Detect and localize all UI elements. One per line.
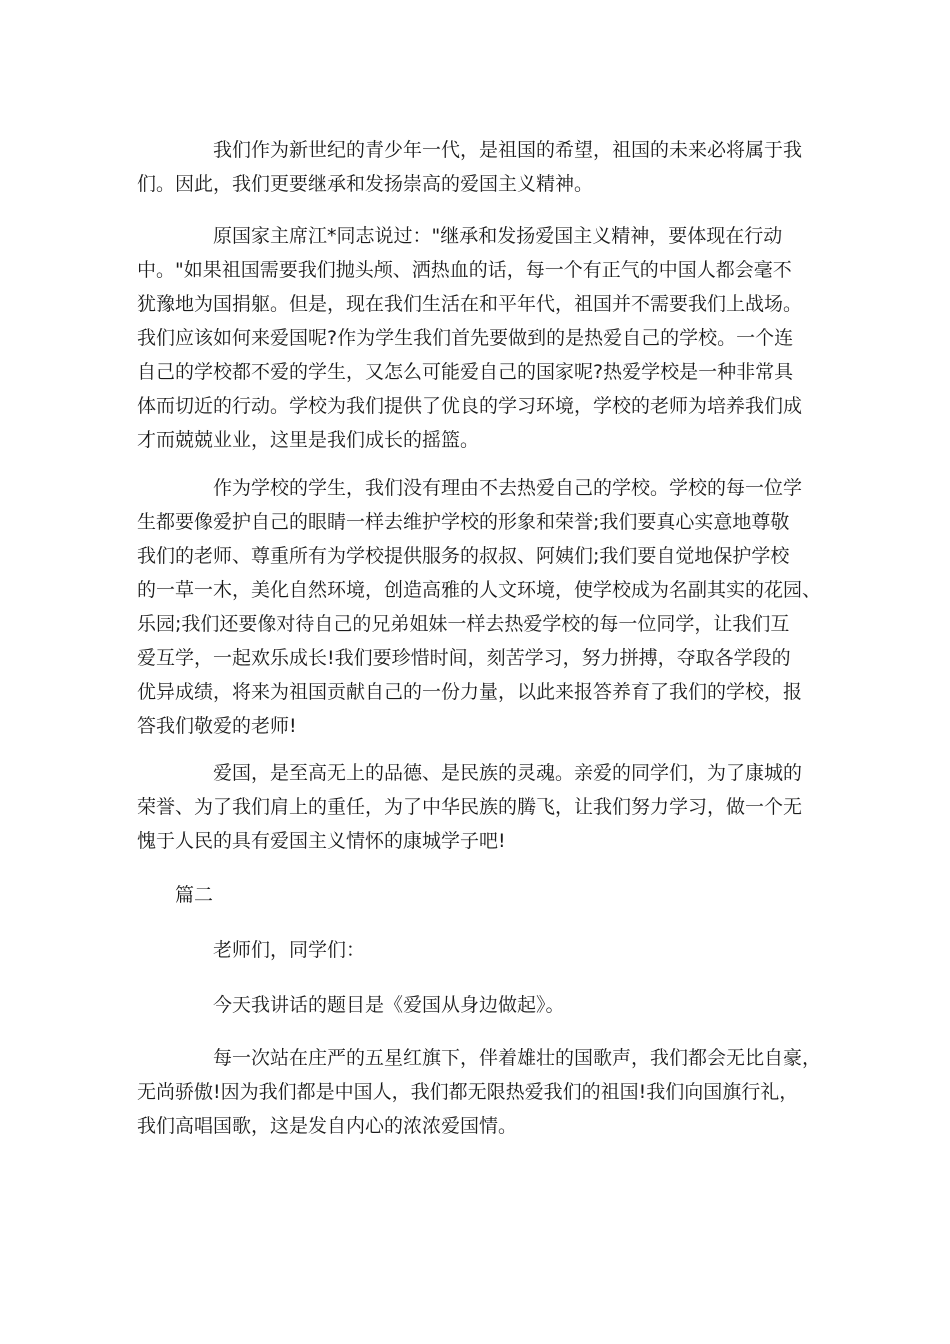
paragraph-line: 作为学校的学生，我们没有理由不去热爱自己的学校。学校的每一位学 bbox=[213, 477, 803, 499]
paragraph-line: 我们应该如何来爱国呢?作为学生我们首先要做到的是热爱自己的学校。一个连 bbox=[137, 327, 794, 349]
paragraph-6 bbox=[137, 988, 817, 1022]
paragraph-4 bbox=[137, 756, 817, 858]
paragraph-2 bbox=[137, 219, 817, 457]
paragraph-line: 今天我讲话的题目是《爱国从身边做起》。 bbox=[213, 994, 565, 1016]
paragraph-line: 体而切近的行动。学校为我们提供了优良的学习环境，学校的老师为培养我们成 bbox=[137, 395, 803, 417]
paragraph-line: 荣誉、为了我们肩上的重任，为了中华民族的腾飞，让我们努力学习，做一个无 bbox=[137, 796, 803, 818]
paragraph-line: 我们作为新世纪的青少年一代，是祖国的希望，祖国的未来必将属于我 bbox=[213, 139, 803, 161]
paragraph-line: 原国家主席江*同志说过："继承和发扬爱国主义精神，要体现在行动 bbox=[213, 225, 783, 247]
paragraph-line: 犹豫地为国捐躯。但是，现在我们生活在和平年代，祖国并不需要我们上战场。 bbox=[137, 293, 803, 315]
paragraph-line: 愧于人民的具有爱国主义情怀的康城学子吧! bbox=[137, 830, 506, 852]
section-heading: 篇二 bbox=[175, 884, 214, 906]
paragraph-line: 才而兢兢业业，这里是我们成长的摇篮。 bbox=[137, 429, 480, 451]
paragraph-line: 老师们，同学们： bbox=[213, 939, 366, 961]
paragraph-line: 们。因此，我们更要继承和发扬崇高的爱国主义精神。 bbox=[137, 173, 594, 195]
paragraph-line: 中。"如果祖国需要我们抛头颅、洒热血的话，每一个有正气的中国人都会毫不 bbox=[137, 259, 792, 281]
paragraph-1 bbox=[137, 133, 817, 201]
paragraph-line: 无尚骄傲!因为我们都是中国人，我们都无限热爱我们的祖国!我们向国旗行礼， bbox=[137, 1081, 799, 1103]
paragraph-line: 每一次站在庄严的五星红旗下，伴着雄壮的国歌声，我们都会无比自豪， bbox=[213, 1047, 822, 1069]
paragraph-line: 爱互学，一起欢乐成长!我们要珍惜时间，刻苦学习，努力拼搏，夺取各学段的 bbox=[137, 647, 791, 669]
paragraph-line: 的一草一木，美化自然环境，创造高雅的人文环境，使学校成为名副其实的花园、 bbox=[137, 579, 822, 601]
paragraph-line: 优异成绩，将来为祖国贡献自己的一份力量，以此来报答养育了我们的学校，报 bbox=[137, 681, 803, 703]
paragraph-line: 爱国，是至高无上的品德、是民族的灵魂。亲爱的同学们，为了康城的 bbox=[213, 762, 803, 784]
paragraph-line: 乐园;我们还要像对待自己的兄弟姐妹一样去热爱学校的每一位同学，让我们互 bbox=[137, 613, 790, 635]
paragraph-7 bbox=[137, 1041, 822, 1143]
paragraph-line: 生都要像爱护自己的眼睛一样去维护学校的形象和荣誉;我们要真心实意地尊敬 bbox=[137, 511, 790, 533]
paragraph-line: 答我们敬爱的老师! bbox=[137, 715, 297, 737]
paragraph-line: 我们的老师、尊重所有为学校提供服务的叔叔、阿姨们;我们要自觉地保护学校 bbox=[137, 545, 790, 567]
paragraph-3 bbox=[137, 471, 822, 743]
paragraph-line: 我们高唱国歌，这是发自内心的浓浓爱国情。 bbox=[137, 1115, 518, 1137]
paragraph-5 bbox=[137, 933, 817, 967]
paragraph-line: 自己的学校都不爱的学生，又怎么可能爱自己的国家呢?热爱学校是一种非常具 bbox=[137, 361, 794, 383]
